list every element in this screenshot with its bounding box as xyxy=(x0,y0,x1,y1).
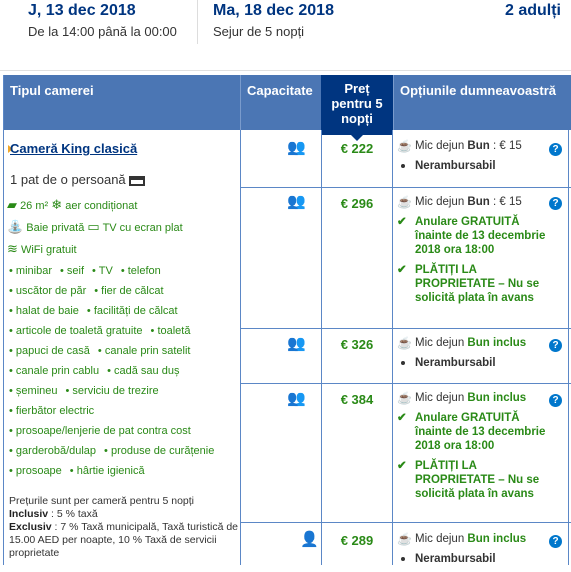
coffee-cup-icon: ☕ xyxy=(397,532,412,546)
price-offer-3: € 326 xyxy=(340,337,374,352)
offer-2-options xyxy=(397,195,547,311)
amenity-row xyxy=(9,265,169,277)
bullet-icon: • xyxy=(9,365,16,377)
room-size-label: 26 m² xyxy=(20,200,49,212)
col-price xyxy=(321,75,393,135)
coffee-cup-icon: ☕ xyxy=(397,195,412,209)
bullet-icon: • xyxy=(9,325,16,337)
amenity-item: papuci de casă xyxy=(15,345,90,357)
checkmark-icon: ✔ xyxy=(397,216,407,228)
free-cancellation: ✔ Anulare GRATUITĂ înainte de 13 decembrie 2018 ora 18:00 xyxy=(397,412,546,452)
amenity-row xyxy=(9,465,153,477)
capacity-two-person-icon: 👥 xyxy=(287,335,307,352)
bullet-icon: • xyxy=(69,465,77,477)
price-offer-1: € 222 xyxy=(340,141,374,156)
divider xyxy=(568,130,569,565)
bullet-icon: • xyxy=(107,365,115,377)
col-room-type: Tipul camerei xyxy=(10,83,94,98)
bullet-icon: • xyxy=(150,325,158,337)
price-offer-5: € 289 xyxy=(340,533,374,548)
bullet-icon: • xyxy=(60,265,67,277)
amenity-item: șemineu xyxy=(15,385,58,397)
bullet-icon: • xyxy=(9,445,16,457)
col-price-line2: pentru 5 xyxy=(331,96,383,111)
amenity-row xyxy=(9,365,187,377)
stay-length: Sejur de 5 nopți xyxy=(213,24,305,39)
bullet-icon: • xyxy=(9,405,16,417)
amenity-item: telefon xyxy=(127,265,161,277)
wifi xyxy=(7,241,77,257)
bullet-icon: • xyxy=(9,305,16,317)
amenity-item: serviciu de trezire xyxy=(72,385,159,397)
bed-info xyxy=(10,172,145,187)
coffee-cup-icon: ☕ xyxy=(397,391,412,405)
bullet-icon: • xyxy=(9,425,16,437)
col-price-line3: nopți xyxy=(341,111,373,126)
bullet-icon: • xyxy=(104,445,111,457)
tax-exclusive-label: Exclusiv xyxy=(9,521,52,533)
wifi-label: WiFi gratuit xyxy=(20,244,77,256)
divider xyxy=(240,130,241,565)
amenity-item: prosoape xyxy=(15,465,62,477)
breakfast-option: ☕ Mic dejun Bun : € 15 xyxy=(397,139,522,153)
table-header xyxy=(4,75,571,130)
pay-at-property: ✔ PLĂTIȚI LA PROPRIETATE – Nu se solicită plata în avans xyxy=(397,460,540,500)
snowflake-icon: ❄ xyxy=(51,197,63,212)
amenity-item: minibar xyxy=(15,265,52,277)
help-icon[interactable]: ? xyxy=(549,197,562,210)
capacity-two-person-icon: 👥 xyxy=(287,139,307,156)
capacity-one-person-icon: 👤 xyxy=(300,531,320,548)
offer-5-options xyxy=(397,532,547,572)
coffee-cup-icon: ☕ xyxy=(397,336,412,350)
tax-info xyxy=(9,495,239,560)
checkmark-icon: ✔ xyxy=(397,460,407,472)
policy-option: Nerambursabil xyxy=(397,159,547,173)
bullet-icon: • xyxy=(9,345,16,357)
bullet-icon xyxy=(401,557,405,561)
checkout-date: Ma, 18 dec 2018 xyxy=(213,2,334,19)
bullet-icon: • xyxy=(9,265,16,277)
capacity-two-person-icon: 👥 xyxy=(287,390,307,407)
bed-icon xyxy=(129,176,145,186)
tv-label: TV cu ecran plat xyxy=(102,222,183,234)
checkin-date: J, 13 dec 2018 xyxy=(28,2,136,19)
offer-4-options xyxy=(397,391,547,507)
policy-option: Nerambursabil xyxy=(397,356,547,370)
bullet-icon xyxy=(401,361,405,365)
amenity-item: toaletă xyxy=(157,325,191,337)
help-icon[interactable]: ? xyxy=(549,143,562,156)
bullet-icon: • xyxy=(9,465,16,477)
bullet-icon: • xyxy=(65,385,73,397)
coffee-cup-icon: ☕ xyxy=(397,139,412,153)
amenity-row xyxy=(9,445,222,457)
price-offer-2: € 296 xyxy=(340,196,374,211)
checkin-time: De la 14:00 până la 00:00 xyxy=(28,24,177,39)
tax-inclusive-text: : 5 % taxă xyxy=(48,508,98,520)
breakfast-option: ☕ Mic dejun Bun inclus xyxy=(397,532,527,546)
amenity-item: seif xyxy=(66,265,85,277)
help-icon[interactable]: ? xyxy=(549,394,562,407)
amenity-row xyxy=(9,385,167,397)
divider xyxy=(240,187,571,188)
wifi-icon: ≋ xyxy=(7,241,18,256)
policy-option: Nerambursabil xyxy=(397,552,547,566)
bullet-icon: • xyxy=(97,345,105,357)
cube-icon: ▰ xyxy=(7,197,17,212)
help-icon[interactable]: ? xyxy=(549,339,562,352)
amenity-item: TV xyxy=(98,265,113,277)
capacity-two-person-icon: 👥 xyxy=(287,193,307,210)
col-price-line1: Preț xyxy=(344,81,370,96)
divider xyxy=(197,0,198,44)
bullet-icon: • xyxy=(92,265,99,277)
amenity-row xyxy=(9,325,198,337)
bullet-icon: • xyxy=(9,385,16,397)
tax-exclusive-text: : 7 % Taxă municipală, Taxă turistică de 15.00 AED per noapte, 10 % Taxă de servicii proprietate xyxy=(9,521,238,559)
divider xyxy=(240,383,571,384)
amenity-item: articole de toaletă gratuite xyxy=(15,325,143,337)
bullet-icon: • xyxy=(86,305,94,317)
offer-1-options xyxy=(397,139,547,179)
breakfast-option: ☕ Mic dejun Bun inclus xyxy=(397,391,527,405)
bathroom-tv xyxy=(7,219,183,235)
free-cancellation: ✔ Anulare GRATUITĂ înainte de 13 decembrie 2018 ora 18:00 xyxy=(397,216,546,256)
amenity-row xyxy=(9,285,172,297)
amenity-item: hârtie igienică xyxy=(76,465,145,477)
tax-exclusive xyxy=(9,521,239,560)
bed-label: 1 pat de o persoană xyxy=(10,172,126,187)
tv-icon: ▭ xyxy=(87,219,100,234)
breakfast-option: ☕ Mic dejun Bun inclus xyxy=(397,336,527,350)
bullet-icon: • xyxy=(9,285,16,297)
amenity-item: facilități de călcat xyxy=(93,305,178,317)
offer-3-options xyxy=(397,336,547,376)
bullet-icon: • xyxy=(94,285,102,297)
amenity-item: fier de călcat xyxy=(101,285,164,297)
breakfast-option: ☕ Mic dejun Bun : € 15 xyxy=(397,195,522,209)
amenity-row xyxy=(9,345,198,357)
pay-at-property: ✔ PLĂTIȚI LA PROPRIETATE – Nu se solicită plata în avans xyxy=(397,264,540,304)
tax-inclusive-label: Inclusiv xyxy=(9,508,49,520)
divider xyxy=(240,522,571,523)
rooms-table xyxy=(3,75,571,565)
ac-label: aer condiționat xyxy=(65,200,138,212)
amenity-item: fierbător electric xyxy=(15,405,95,417)
room-size xyxy=(7,197,137,213)
tax-inclusive xyxy=(9,508,239,521)
divider xyxy=(240,328,571,329)
amenity-row xyxy=(9,305,186,317)
amenity-item: garderobă/dulap xyxy=(15,445,97,457)
room-name-link[interactable]: Cameră King clasică xyxy=(10,141,138,156)
amenity-row xyxy=(9,405,102,417)
price-offer-4: € 384 xyxy=(340,392,374,407)
amenity-item: cadă sau duș xyxy=(114,365,180,377)
amenity-row xyxy=(9,425,199,437)
bullet-icon xyxy=(401,164,405,168)
amenity-item: prosoape/lenjerie de pat contra cost xyxy=(15,425,191,437)
checkmark-icon: ✔ xyxy=(397,264,407,276)
tax-note: Prețurile sunt per cameră pentru 5 nopți xyxy=(9,495,195,507)
guests-count[interactable]: 2 adulți xyxy=(504,2,561,19)
col-capacity: Capacitate xyxy=(240,75,321,130)
amenity-item: canale prin satelit xyxy=(104,345,191,357)
amenity-item: halat de baie xyxy=(15,305,79,317)
help-icon[interactable]: ? xyxy=(549,535,562,548)
shower-icon: ⛲ xyxy=(7,219,24,234)
bathroom-label: Baie privată xyxy=(26,222,85,234)
bullet-icon: • xyxy=(120,265,128,277)
booking-summary xyxy=(0,0,571,71)
checkmark-icon: ✔ xyxy=(397,412,407,424)
col-options: Opțiunile dumneavoastră xyxy=(393,75,571,130)
amenity-item: uscător de păr xyxy=(15,285,87,297)
amenity-item: canale prin cablu xyxy=(15,365,100,377)
amenity-item: produse de curățenie xyxy=(110,445,215,457)
